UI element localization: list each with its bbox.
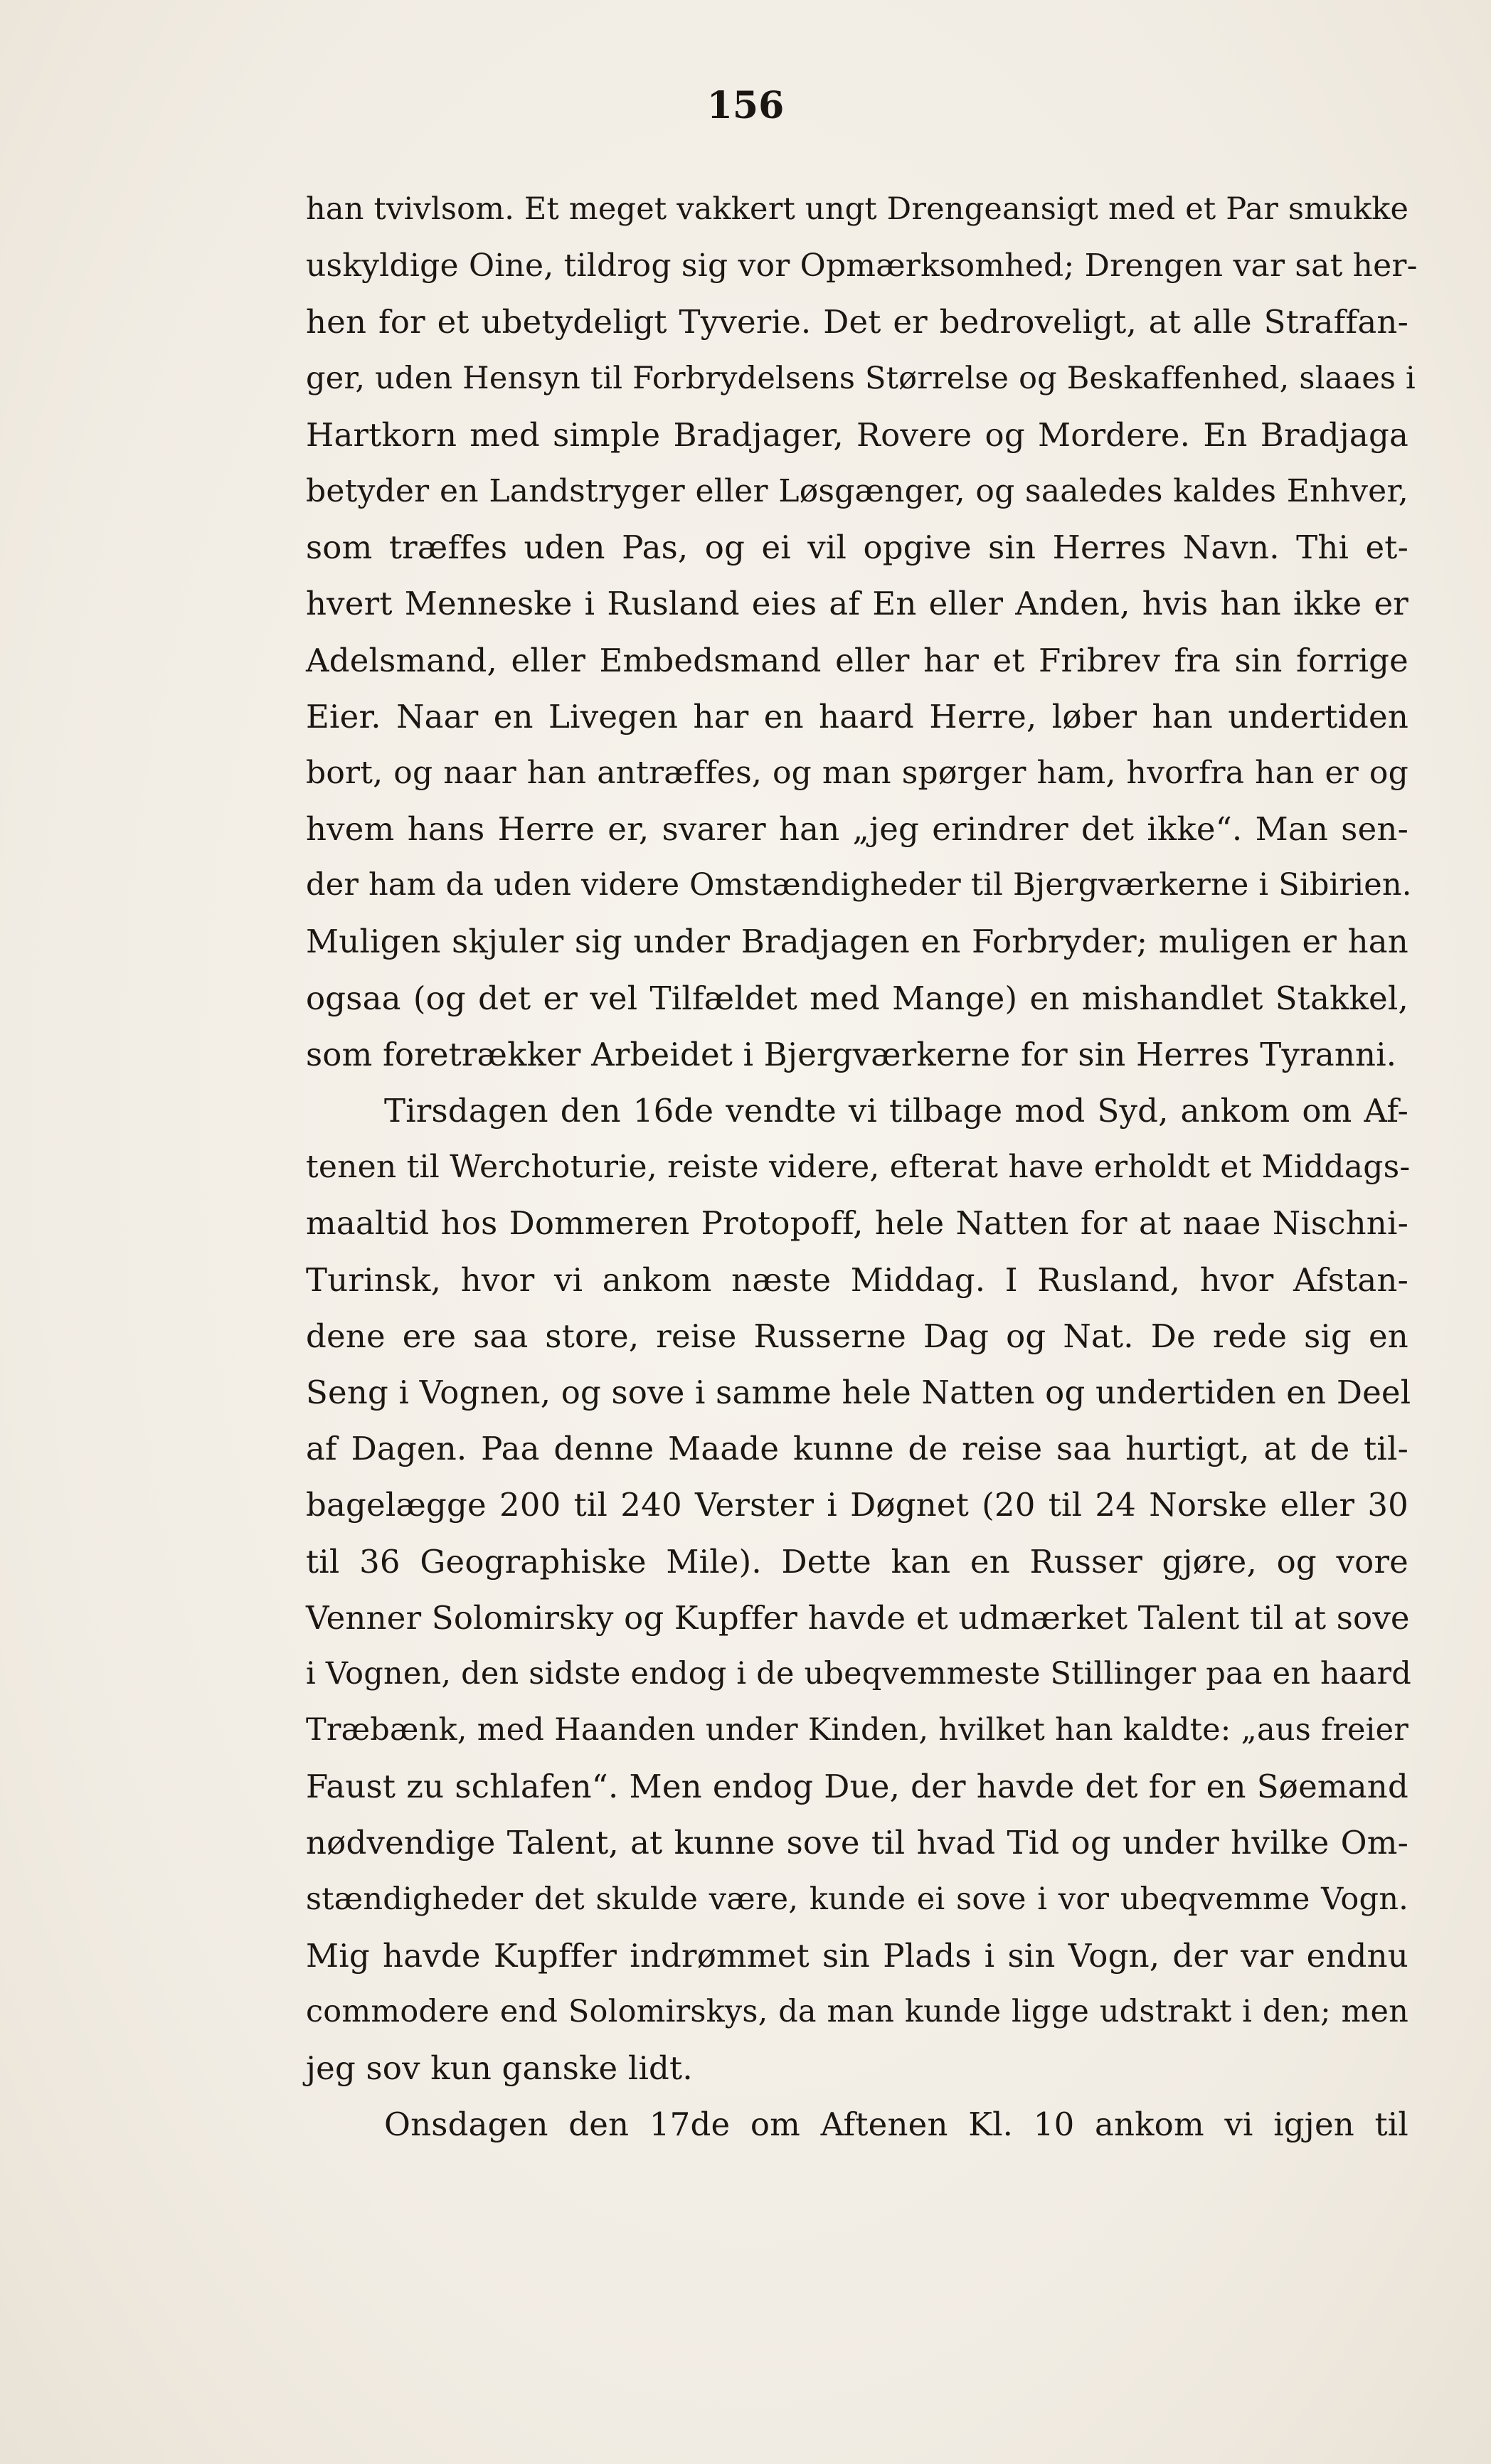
text-line: Onsdagen den 17de om Aftenen Kl. 10 ankom vi igjen til <box>384 2105 1408 2144</box>
text-line: Seng i Vognen, og sove i samme hele Natten og undertiden en Deel <box>306 1373 1411 1411</box>
text-line: nødvendige Talent, at kunne sove til hvad Tid og under hvilke Om- <box>306 1824 1408 1862</box>
text-line: tenen til Werchoturie, reiste videre, efterat have erholdt et Middags- <box>306 1149 1411 1186</box>
text-line: der ham da uden videre Omstændigheder til Bjergværkerne i Sibirien. <box>306 867 1412 903</box>
text-line: bagelægge 200 til 240 Verster i Døgnet (20 til 24 Norske eller 30 <box>306 1486 1408 1524</box>
text-line: han tvivlsom. Et meget vakkert ungt Drengeansigt med et Par smukke <box>306 191 1409 227</box>
text-line: af Dagen. Paa denne Maade kunne de reise saa hurtigt, at de til- <box>306 1430 1408 1468</box>
text-line: som foretrækker Arbeidet i Bjergværkerne for sin Herres Tyranni. <box>306 1035 1397 1073</box>
page-number: 156 <box>706 84 785 127</box>
paragraph-3 <box>306 2096 1408 2152</box>
text-line: hen for et ubetydeligt Tyverie. Det er bedroveligt, at alle Straffan- <box>306 303 1408 341</box>
text-line: til 36 Geographiske Mile). Dette kan en Russer gjøre, og vore <box>306 1542 1408 1581</box>
text-line: Mig havde Kupffer indrømmet sin Plads i sin Vogn, der var endnu <box>306 1936 1408 1975</box>
text-line: Muligen skjuler sig under Bradjagen en Forbryder; muligen er han <box>306 923 1408 961</box>
text-line: betyder en Landstryger eller Løsgænger, og saaledes kaldes Enhver, <box>306 472 1408 509</box>
text-line: Turinsk, hvor vi ankom næste Middag. I Rusland, hvor Afstan- <box>306 1260 1408 1299</box>
text-line: i Vognen, den sidste endog i de ubeqvemmeste Stillinger paa en haard <box>306 1655 1412 1692</box>
paragraph-2 <box>306 1083 1412 2096</box>
text-line: Hartkorn med simple Bradjager, Rovere og Mordere. En Bradjaga <box>306 415 1408 454</box>
text-line: Venner Solomirsky og Kupffer havde et udmærket Talent til at sove <box>306 1598 1410 1637</box>
text-line: som træffes uden Pas, og ei vil opgive sin Herres Navn. Thi et- <box>306 529 1408 567</box>
text-line: Tirsdagen den 16de vendte vi tilbage mod Syd, ankom om Af- <box>384 1092 1408 1130</box>
text-line: dene ere saa store, reise Russerne Dag og Nat. De rede sig en <box>306 1317 1408 1355</box>
paragraph-1 <box>306 181 1418 1083</box>
text-line: Træbænk, med Haanden under Kinden, hvilket han kaldte: „aus freier <box>306 1712 1408 1748</box>
body-text <box>306 181 1418 2153</box>
text-line: ger, uden Hensyn til Forbrydelsens Størrelse og Beskaffenhed, slaaes i <box>306 360 1416 396</box>
text-line: bort, og naar han antræffes, og man spørger ham, hvorfra han er og <box>306 754 1408 791</box>
text-line: stændigheder det skulde være, kunde ei sove i vor ubeqvemme Vogn. <box>306 1881 1408 1917</box>
text-line: jeg sov kun ganske lidt. <box>306 2049 693 2088</box>
text-line: Adelsmand, eller Embedsmand eller har et Fribrev fra sin forrige <box>306 641 1408 679</box>
text-line: hvert Menneske i Rusland eies af En eller Anden, hvis han ikke er <box>306 585 1408 623</box>
text-line: Faust zu schlafen“. Men endog Due, der havde det for en Søemand <box>306 1768 1408 1806</box>
text-line: uskyldige Oine, tildrog sig vor Opmærksomhed; Drengen var sat her- <box>306 248 1418 285</box>
text-line: maaltid hos Dommeren Protopoff, hele Natten for at naae Nischni- <box>306 1204 1408 1243</box>
text-line: commodere end Solomirskys, da man kunde ligge udstrakt i den; men <box>306 1994 1408 2029</box>
text-line: ogsaa (og det er vel Tilfældet med Mange) en mishandlet Stakkel, <box>306 979 1408 1017</box>
text-line: hvem hans Herre er, svarer han „jeg erindrer det ikke“. Man sen- <box>306 810 1408 849</box>
text-line: Eier. Naar en Livegen har en haard Herre, løber han undertiden <box>306 697 1408 736</box>
